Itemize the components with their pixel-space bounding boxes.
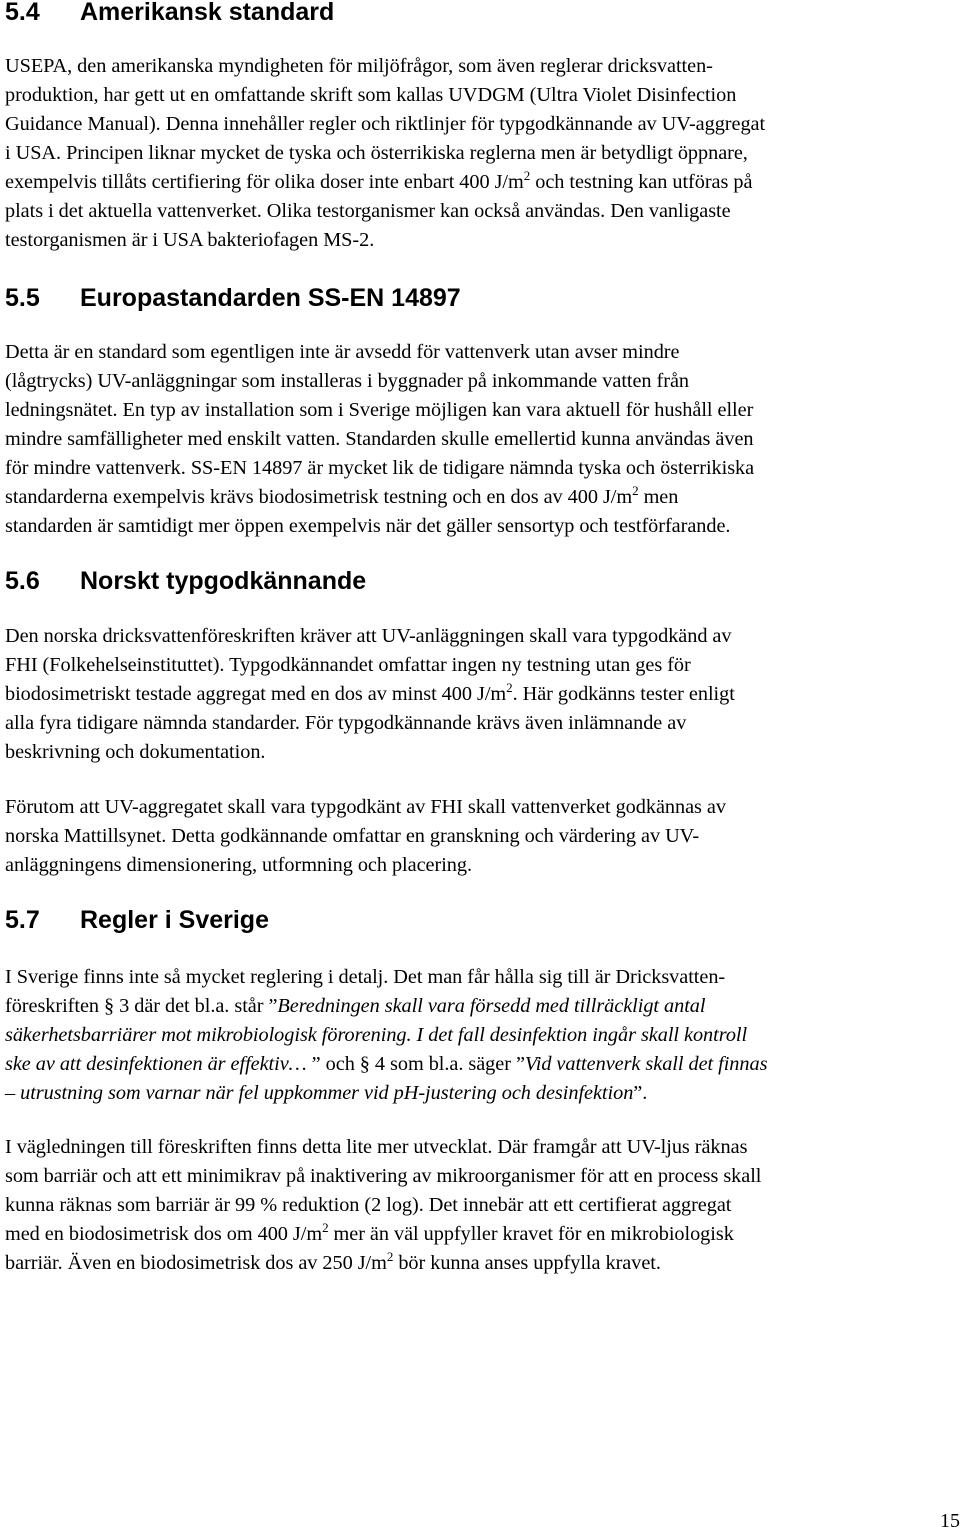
text-run: men [638,486,679,508]
text-line: norska Mattillsynet. Detta godkännande omfattar en granskning och värdering av UV- [5,825,700,847]
text-line: (lågtrycks) UV-anläggningar som installeras i byggnader på inkommande vatten från [5,370,689,392]
text-line: I Sverige finns inte så mycket reglering i detalj. Det man får hålla sig till är Dricksvatten- [5,966,726,988]
text-line: standarden är samtidigt mer öppen exempelvis när det gäller sensortyp och testförfarande. [5,515,731,537]
text-line [5,1220,734,1245]
text-line [5,1249,661,1274]
text-run: . Här godkänns tester enligt [512,683,735,705]
text-line: säkerhetsbarriärer mot mikrobiologisk förorening. I det fall desinfektion ingår skall kontroll [5,1024,748,1046]
text-line: kunna räknas som barriär är 99 % reduktion (2 log). Det innebär att ett certifierat aggregat [5,1194,732,1216]
paragraph-norska-1 [5,622,955,767]
text-line [5,168,753,193]
section-number: 5.5 [5,284,40,312]
text-line: Förutom att UV-aggregatet skall vara typgodkänt av FHI skall vattenverket godkännas av [5,796,726,818]
section-heading-5-5 [5,283,461,313]
superscript: 2 [322,1220,329,1235]
paragraph-sverige-2 [5,1133,955,1278]
section-number: 5.4 [5,0,40,26]
text-line: som barriär och att ett minimikrav på inaktivering av mikroorganismer för att en process skall [5,1165,762,1187]
section-heading-5-6 [5,566,366,596]
text-line: USEPA, den amerikanska myndigheten för miljöfrågor, som även reglerar dricksvatten- [5,55,713,77]
section-title: Norskt typgodkännande [80,567,367,595]
section-title: Europastandarden SS-EN 14897 [80,284,461,312]
text-line: plats i det aktuella vattenverket. Olika testorganismer kan också användas. Den vanligaste [5,200,731,222]
text-run: barriär. Även en biodosimetrisk dos av 250 J/m [5,1252,387,1274]
text-run: bör kunna anses uppfylla kravet. [393,1252,661,1274]
section-title: Regler i Sverige [80,906,269,934]
text-line: ledningsnätet. En typ av installation som i Sverige möjligen kan vara aktuell för hushåll eller [5,399,754,421]
paragraph-norska-2 [5,793,955,880]
page-number: 15 [940,1510,960,1532]
text-line: mindre samfälligheter med enskilt vatten. Standarden skulle emellertid kunna användas även [5,428,754,450]
text-run: med en biodosimetrisk dos om 400 J/m [5,1223,323,1245]
superscript: 2 [523,168,531,183]
text-run: och testning kan utföras på [530,171,753,193]
text-line: FHI (Folkehelseinstituttet). Typgodkännandet omfattar ingen ny testning utan ges för [5,654,691,676]
text-line: Detta är en standard som egentligen inte är avsedd för vattenverk utan avser mindre [5,341,680,363]
section-number: 5.6 [5,567,40,595]
paragraph-ss-en [5,338,955,541]
paragraph-sverige-1 [5,963,955,1108]
superscript: 2 [386,1249,394,1264]
text-line: produktion, har gett ut en omfattande skrift som kallas UVDGM (Ultra Violet Disinfection [5,84,737,106]
text-run: mer än väl uppfyller kravet för en mikrobiologisk [328,1223,734,1245]
text-line: i USA. Principen liknar mycket de tyska och österrikiska reglerna men är betydligt öppnare, [5,142,748,164]
text-line: testorganismen är i USA bakteriofagen MS-2. [5,229,375,251]
text-run: biodosimetriskt testade aggregat med en dos av minst 400 J/m [5,683,507,705]
text-line [5,483,679,508]
text-line: ske av att desinfektionen är effektiv… ” och § 4 som bl.a. säger ”Vid vattenverk skall det finnas [5,1053,768,1075]
paragraph-usepa [5,52,955,255]
text-line: Den norska dricksvattenföreskriften kräver att UV-anläggningen skall vara typgodkänd av [5,625,732,647]
text-line: I vägledningen till föreskriften finns detta lite mer utvecklat. Där framgår att UV-ljus räknas [5,1136,748,1158]
text-line: Guidance Manual). Denna innehåller regler och riktlinjer för typgodkännande av UV-aggregat [5,113,766,135]
text-line: föreskriften § 3 där det bl.a. står ”Beredningen skall vara försedd med tillräckligt antal [5,995,706,1017]
text-line: anläggningens dimensionering, utformning och placering. [5,854,472,876]
text-line: alla fyra tidigare nämnda standarder. För typgodkännande krävs även inlämnande av [5,712,687,734]
superscript: 2 [506,680,513,695]
text-line: beskrivning och dokumentation. [5,741,266,763]
text-run: standarderna exempelvis krävs biodosimetrisk testning och en dos av 400 J/m [5,486,633,508]
text-line [5,680,735,705]
section-title: Amerikansk standard [80,0,335,26]
section-heading-5-7 [5,905,269,935]
text-line: – utrustning som varnar när fel uppkommer vid pH-justering och desinfektion”. [5,1082,648,1104]
text-run: exempelvis tillåts certifiering för olika doser inte enbart 400 J/m [5,171,524,193]
section-number: 5.7 [5,906,40,934]
text-line: för mindre vattenverk. SS-EN 14897 är mycket lik de tidigare nämnda tyska och österrikiska [5,457,755,479]
section-heading-5-4 [5,0,334,27]
superscript: 2 [632,483,639,498]
